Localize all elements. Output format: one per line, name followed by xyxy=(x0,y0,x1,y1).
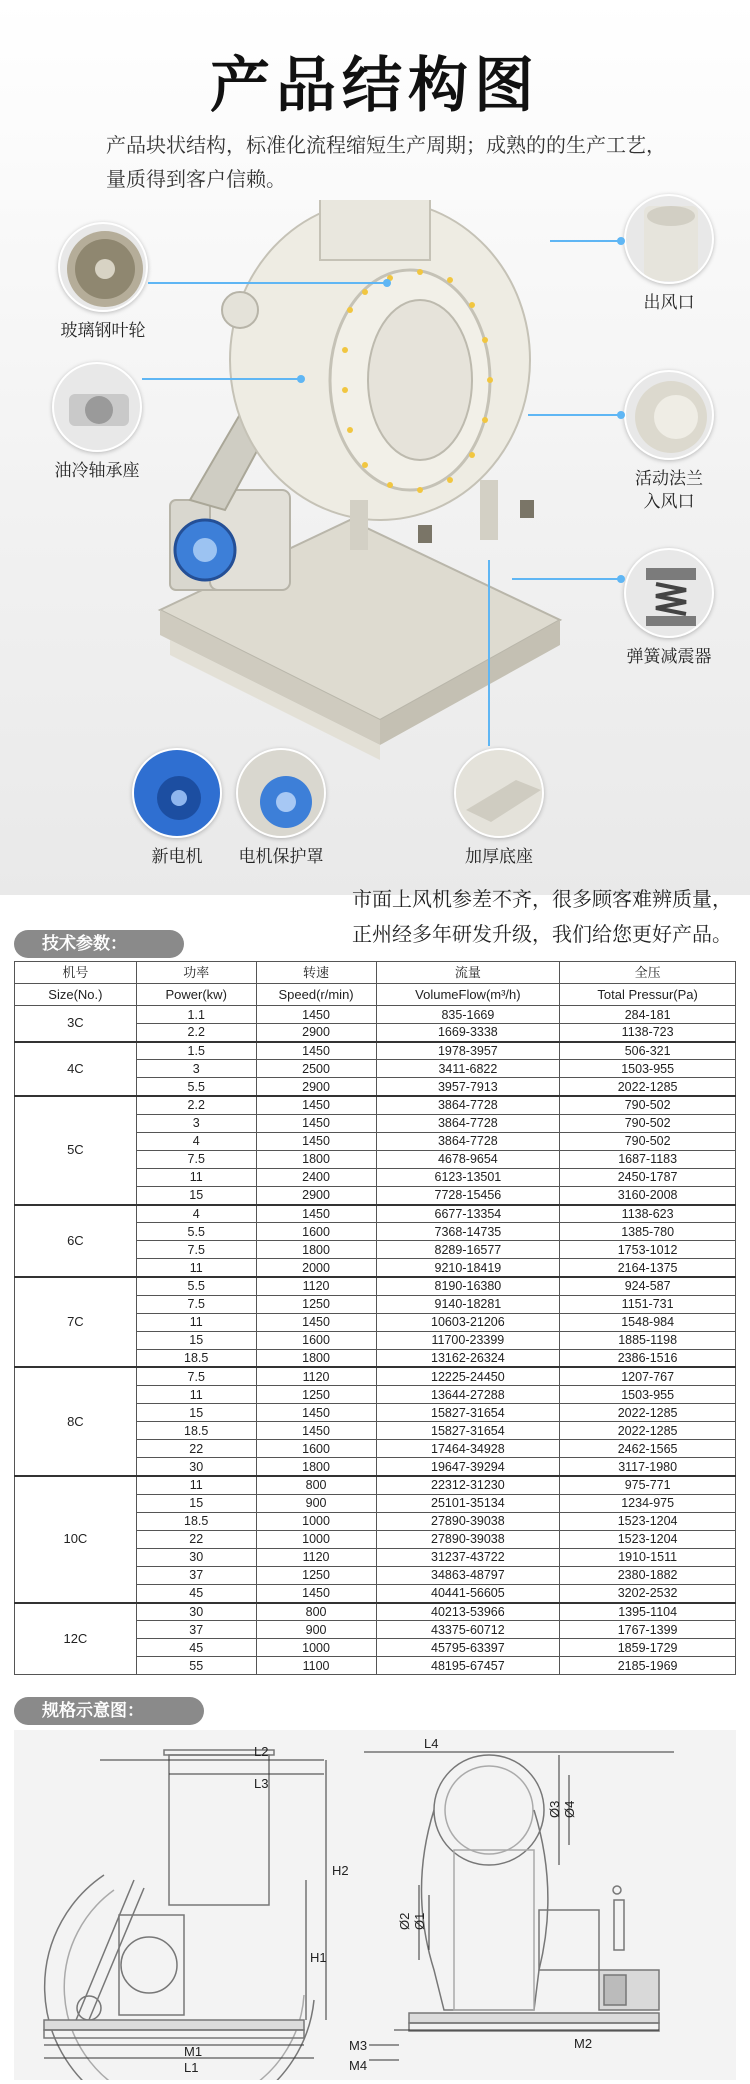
power-cell: 11 xyxy=(136,1168,256,1186)
callout-motor-cover-label: 电机保护罩 xyxy=(238,847,324,867)
spec-row xyxy=(15,1096,736,1114)
pressure-cell: 2462-1565 xyxy=(560,1440,736,1458)
power-cell: 15 xyxy=(136,1494,256,1512)
speed-cell: 1450 xyxy=(256,1042,376,1060)
pressure-cell: 1395-1104 xyxy=(560,1603,736,1621)
dim-m1-label: M1 xyxy=(184,2044,203,2059)
pressure-cell: 2022-1285 xyxy=(560,1078,736,1096)
flange-icon xyxy=(624,370,714,460)
power-cell: 3 xyxy=(136,1114,256,1132)
dimension-drawing-panel xyxy=(14,1730,736,2080)
power-cell: 15 xyxy=(136,1331,256,1349)
pressure-cell: 1138-623 xyxy=(560,1205,736,1223)
callout-flange-label-1: 活动法兰 xyxy=(635,469,703,489)
speed-cell: 1450 xyxy=(256,1205,376,1223)
speed-cell: 1450 xyxy=(256,1313,376,1331)
pressure-cell: 1767-1399 xyxy=(560,1621,736,1639)
flow-cell: 8289-16577 xyxy=(376,1241,560,1259)
dim-h2-label: H2 xyxy=(332,1863,349,1878)
speed-cell: 2900 xyxy=(256,1186,376,1204)
power-cell: 11 xyxy=(136,1313,256,1331)
speed-cell: 1800 xyxy=(256,1241,376,1259)
flow-cell: 13162-26324 xyxy=(376,1349,560,1367)
pressure-cell: 1503-955 xyxy=(560,1060,736,1078)
pressure-cell: 1910-1511 xyxy=(560,1548,736,1566)
pointer-outlet xyxy=(550,240,622,242)
header-size-en: Size(No.) xyxy=(15,984,137,1006)
spec-row xyxy=(15,1277,736,1295)
motor-icon xyxy=(132,748,222,838)
speed-cell: 2900 xyxy=(256,1078,376,1096)
product-structure-section xyxy=(0,0,750,895)
flow-cell: 1978-3957 xyxy=(376,1042,560,1060)
dimension-drawing xyxy=(14,1730,736,2080)
speed-cell: 900 xyxy=(256,1621,376,1639)
flow-cell: 48195-67457 xyxy=(376,1657,560,1675)
callout-flange-label-2: 入风口 xyxy=(643,492,695,512)
centrifugal-fan-illustration xyxy=(150,200,570,760)
spec-section-title: 技术参数： xyxy=(14,930,184,958)
power-cell: 22 xyxy=(136,1530,256,1548)
flow-cell: 1669-3338 xyxy=(376,1024,560,1042)
pressure-cell: 1138-723 xyxy=(560,1024,736,1042)
flow-cell: 7728-15456 xyxy=(376,1186,560,1204)
pressure-cell: 790-502 xyxy=(560,1132,736,1150)
speed-cell: 800 xyxy=(256,1476,376,1494)
pressure-cell: 1503-955 xyxy=(560,1385,736,1403)
callout-bearing-label: 油冷轴承座 xyxy=(54,461,140,481)
pressure-cell: 3117-1980 xyxy=(560,1458,736,1476)
power-cell: 7.5 xyxy=(136,1150,256,1168)
spec-row xyxy=(15,1205,736,1223)
speed-cell: 1450 xyxy=(256,1585,376,1603)
speed-cell: 1450 xyxy=(256,1132,376,1150)
header-flow-en: VolumeFlow(m³/h) xyxy=(376,984,560,1006)
spec-row xyxy=(15,1476,736,1494)
header-speed-cn: 转速 xyxy=(256,962,376,984)
speed-cell: 1100 xyxy=(256,1657,376,1675)
size-cell: 4C xyxy=(15,1042,137,1096)
outlet-icon xyxy=(624,194,714,284)
speed-cell: 1800 xyxy=(256,1349,376,1367)
motor-cover-icon xyxy=(236,748,326,838)
size-cell: 10C xyxy=(15,1476,137,1603)
callout-motor-cover xyxy=(236,748,326,869)
power-cell: 18.5 xyxy=(136,1349,256,1367)
dim-d1-label: Ø1 xyxy=(412,1912,427,1930)
speed-cell: 800 xyxy=(256,1603,376,1621)
flow-cell: 13644-27288 xyxy=(376,1385,560,1403)
flow-cell: 34863-48797 xyxy=(376,1566,560,1584)
header-size-cn: 机号 xyxy=(15,962,137,984)
spec-header-cn xyxy=(15,962,736,984)
spec-table xyxy=(14,961,736,1675)
pressure-cell: 1151-731 xyxy=(560,1295,736,1313)
pressure-cell: 3202-2532 xyxy=(560,1585,736,1603)
flow-cell: 17464-34928 xyxy=(376,1440,560,1458)
power-cell: 7.5 xyxy=(136,1241,256,1259)
power-cell: 11 xyxy=(136,1259,256,1277)
power-cell: 7.5 xyxy=(136,1295,256,1313)
power-cell: 7.5 xyxy=(136,1367,256,1385)
power-cell: 11 xyxy=(136,1476,256,1494)
size-cell: 8C xyxy=(15,1367,137,1476)
power-cell: 2.2 xyxy=(136,1024,256,1042)
power-cell: 15 xyxy=(136,1186,256,1204)
power-cell: 45 xyxy=(136,1585,256,1603)
pointer-flange xyxy=(528,414,622,416)
header-pressure-en: Total Pressur(Pa) xyxy=(560,984,736,1006)
speed-cell: 2500 xyxy=(256,1060,376,1078)
power-cell: 18.5 xyxy=(136,1422,256,1440)
power-cell: 30 xyxy=(136,1548,256,1566)
pitch-line-2: 正州经多年研发升级，我们给您更好产品。 xyxy=(352,922,732,946)
callout-flange xyxy=(624,370,714,514)
flow-cell: 15827-31654 xyxy=(376,1404,560,1422)
dim-l4-label: L4 xyxy=(424,1736,439,1751)
pointer-base xyxy=(488,560,490,746)
dim-d3-label: Ø3 xyxy=(547,1800,562,1818)
flow-cell: 27890-39038 xyxy=(376,1530,560,1548)
flow-cell: 12225-24450 xyxy=(376,1367,560,1385)
pressure-cell: 1523-1204 xyxy=(560,1512,736,1530)
power-cell: 11 xyxy=(136,1385,256,1403)
flow-cell: 3864-7728 xyxy=(376,1096,560,1114)
speed-cell: 1800 xyxy=(256,1150,376,1168)
flow-cell: 43375-60712 xyxy=(376,1621,560,1639)
speed-cell: 1600 xyxy=(256,1223,376,1241)
size-cell: 7C xyxy=(15,1277,137,1367)
pressure-cell: 790-502 xyxy=(560,1114,736,1132)
size-cell: 12C xyxy=(15,1603,137,1675)
dim-m4-label: M4 xyxy=(349,2058,368,2073)
intro-line-2: 量质得到客户信赖。 xyxy=(106,167,286,191)
flow-cell: 40213-53966 xyxy=(376,1603,560,1621)
flow-cell: 15827-31654 xyxy=(376,1422,560,1440)
intro-text xyxy=(106,128,666,196)
power-cell: 1.5 xyxy=(136,1042,256,1060)
intro-line-1: 产品块状结构，标准化流程缩短生产周期；成熟的的生产工艺， xyxy=(106,133,666,157)
pointer-damper xyxy=(512,578,622,580)
pressure-cell: 2185-1969 xyxy=(560,1657,736,1675)
pressure-cell: 1859-1729 xyxy=(560,1639,736,1657)
speed-cell: 1120 xyxy=(256,1277,376,1295)
callout-outlet-label: 出风口 xyxy=(643,293,695,313)
spec-table-body xyxy=(15,1006,736,1675)
pressure-cell: 2164-1375 xyxy=(560,1259,736,1277)
size-cell: 6C xyxy=(15,1205,137,1277)
dim-l2-label: L2 xyxy=(254,1744,269,1759)
speed-cell: 900 xyxy=(256,1494,376,1512)
dim-h1-label: H1 xyxy=(310,1950,327,1965)
flow-cell: 9140-18281 xyxy=(376,1295,560,1313)
pitch-line-1: 市面上风机参差不齐，很多顾客难辨质量， xyxy=(352,887,732,911)
power-cell: 18.5 xyxy=(136,1512,256,1530)
power-cell: 2.2 xyxy=(136,1096,256,1114)
power-cell: 30 xyxy=(136,1458,256,1476)
spec-row xyxy=(15,1603,736,1621)
flow-cell: 40441-56605 xyxy=(376,1585,560,1603)
pressure-cell: 1753-1012 xyxy=(560,1241,736,1259)
callout-motor xyxy=(132,748,222,869)
quality-pitch xyxy=(352,882,732,952)
flow-cell: 6123-13501 xyxy=(376,1168,560,1186)
pressure-cell: 284-181 xyxy=(560,1006,736,1024)
pressure-cell: 2380-1882 xyxy=(560,1566,736,1584)
callout-motor-label: 新电机 xyxy=(151,847,203,867)
speed-cell: 1450 xyxy=(256,1114,376,1132)
power-cell: 37 xyxy=(136,1566,256,1584)
speed-cell: 1450 xyxy=(256,1096,376,1114)
pressure-cell: 975-771 xyxy=(560,1476,736,1494)
size-cell: 3C xyxy=(15,1006,137,1042)
speed-cell: 2900 xyxy=(256,1024,376,1042)
speed-cell: 1000 xyxy=(256,1530,376,1548)
pressure-cell: 2022-1285 xyxy=(560,1404,736,1422)
power-cell: 4 xyxy=(136,1132,256,1150)
bearing-housing-icon xyxy=(52,362,142,452)
pointer-impeller xyxy=(148,282,388,284)
header-speed-en: Speed(r/min) xyxy=(256,984,376,1006)
dim-l1-label: L1 xyxy=(184,2060,199,2075)
size-cell: 5C xyxy=(15,1096,137,1205)
flow-cell: 27890-39038 xyxy=(376,1512,560,1530)
pointer-bearing xyxy=(142,378,302,380)
spec-row xyxy=(15,1367,736,1385)
spring-damper-icon xyxy=(624,548,714,638)
flow-cell: 835-1669 xyxy=(376,1006,560,1024)
flow-cell: 6677-13354 xyxy=(376,1205,560,1223)
pressure-cell: 1234-975 xyxy=(560,1494,736,1512)
speed-cell: 1250 xyxy=(256,1295,376,1313)
speed-cell: 1000 xyxy=(256,1512,376,1530)
flow-cell: 3864-7728 xyxy=(376,1114,560,1132)
pressure-cell: 2386-1516 xyxy=(560,1349,736,1367)
speed-cell: 2400 xyxy=(256,1168,376,1186)
pressure-cell: 3160-2008 xyxy=(560,1186,736,1204)
speed-cell: 1000 xyxy=(256,1639,376,1657)
flow-cell: 4678-9654 xyxy=(376,1150,560,1168)
speed-cell: 1450 xyxy=(256,1404,376,1422)
power-cell: 4 xyxy=(136,1205,256,1223)
callout-damper xyxy=(624,548,714,669)
base-icon xyxy=(454,748,544,838)
power-cell: 15 xyxy=(136,1404,256,1422)
dim-d2-label: Ø2 xyxy=(397,1912,412,1930)
speed-cell: 1450 xyxy=(256,1006,376,1024)
speed-cell: 1250 xyxy=(256,1385,376,1403)
flow-cell: 3864-7728 xyxy=(376,1132,560,1150)
power-cell: 37 xyxy=(136,1621,256,1639)
callout-impeller-label: 玻璃钢叶轮 xyxy=(60,321,146,341)
speed-cell: 1600 xyxy=(256,1440,376,1458)
pressure-cell: 790-502 xyxy=(560,1096,736,1114)
page-title: 产品结构图 xyxy=(210,51,540,121)
pressure-cell: 506-321 xyxy=(560,1042,736,1060)
callout-base-label: 加厚底座 xyxy=(465,847,533,867)
dim-d4-label: Ø4 xyxy=(562,1800,577,1818)
power-cell: 22 xyxy=(136,1440,256,1458)
power-cell: 5.5 xyxy=(136,1277,256,1295)
power-cell: 30 xyxy=(136,1603,256,1621)
flow-cell: 31237-43722 xyxy=(376,1548,560,1566)
power-cell: 5.5 xyxy=(136,1078,256,1096)
power-cell: 3 xyxy=(136,1060,256,1078)
header-pressure-cn: 全压 xyxy=(560,962,736,984)
speed-cell: 1450 xyxy=(256,1422,376,1440)
flow-cell: 11700-23399 xyxy=(376,1331,560,1349)
header-flow-cn: 流量 xyxy=(376,962,560,984)
pressure-cell: 1523-1204 xyxy=(560,1530,736,1548)
dim-l3-label: L3 xyxy=(254,1776,269,1791)
flow-cell: 45795-63397 xyxy=(376,1639,560,1657)
power-cell: 45 xyxy=(136,1639,256,1657)
impeller-icon xyxy=(58,222,148,312)
pressure-cell: 1885-1198 xyxy=(560,1331,736,1349)
dim-m2-label: M2 xyxy=(574,2036,593,2051)
power-cell: 1.1 xyxy=(136,1006,256,1024)
flow-cell: 9210-18419 xyxy=(376,1259,560,1277)
callout-outlet xyxy=(624,194,714,315)
speed-cell: 2000 xyxy=(256,1259,376,1277)
pressure-cell: 1385-780 xyxy=(560,1223,736,1241)
flow-cell: 10603-21206 xyxy=(376,1313,560,1331)
pressure-cell: 1687-1183 xyxy=(560,1150,736,1168)
speed-cell: 1120 xyxy=(256,1367,376,1385)
callout-bearing xyxy=(52,362,142,483)
flow-cell: 8190-16380 xyxy=(376,1277,560,1295)
pressure-cell: 1207-767 xyxy=(560,1367,736,1385)
pressure-cell: 2450-1787 xyxy=(560,1168,736,1186)
pressure-cell: 924-587 xyxy=(560,1277,736,1295)
flow-cell: 22312-31230 xyxy=(376,1476,560,1494)
power-cell: 55 xyxy=(136,1657,256,1675)
pressure-cell: 2022-1285 xyxy=(560,1422,736,1440)
flow-cell: 19647-39294 xyxy=(376,1458,560,1476)
dim-m3-label: M3 xyxy=(349,2038,368,2053)
callout-impeller xyxy=(58,222,148,343)
header-power-en: Power(kw) xyxy=(136,984,256,1006)
speed-cell: 1600 xyxy=(256,1331,376,1349)
power-cell: 5.5 xyxy=(136,1223,256,1241)
flow-cell: 25101-35134 xyxy=(376,1494,560,1512)
flow-cell: 7368-14735 xyxy=(376,1223,560,1241)
speed-cell: 1250 xyxy=(256,1566,376,1584)
pressure-cell: 1548-984 xyxy=(560,1313,736,1331)
flow-cell: 3411-6822 xyxy=(376,1060,560,1078)
header-power-cn: 功率 xyxy=(136,962,256,984)
spec-row xyxy=(15,1042,736,1060)
speed-cell: 1800 xyxy=(256,1458,376,1476)
dimension-section-title: 规格示意图： xyxy=(14,1697,204,1725)
callout-damper-label: 弹簧减震器 xyxy=(626,647,712,667)
spec-header-en xyxy=(15,984,736,1006)
speed-cell: 1120 xyxy=(256,1548,376,1566)
flow-cell: 3957-7913 xyxy=(376,1078,560,1096)
callout-base xyxy=(454,748,544,869)
spec-row xyxy=(15,1006,736,1024)
